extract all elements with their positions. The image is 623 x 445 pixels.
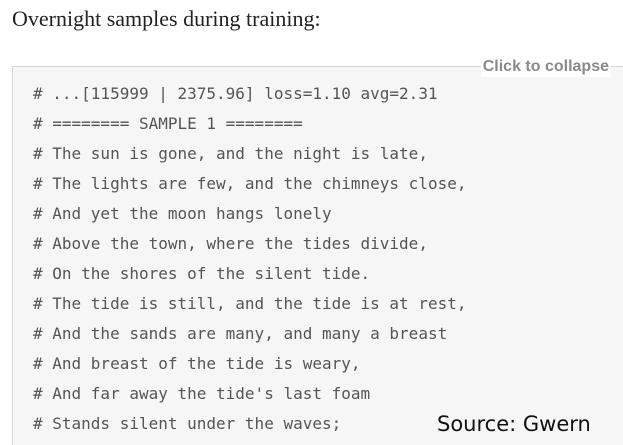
collapse-toggle[interactable]: Click to collapse	[482, 58, 609, 75]
code-block	[12, 58, 623, 445]
code-line: # Above the town, where the tides divide,	[33, 234, 428, 253]
code-line: # And breast of the tide is weary,	[33, 354, 361, 373]
code-line: # The tide is still, and the tide is at rest,	[33, 294, 467, 313]
code-line: # And far away the tide's last foam	[33, 384, 371, 403]
code-line: # The sun is gone, and the night is late,	[33, 144, 428, 163]
code-lines	[33, 79, 466, 439]
source-caption: Source: Gwern	[437, 412, 591, 436]
code-line: # On the shores of the silent tide.	[33, 264, 371, 283]
code-line: # The lights are few, and the chimneys close,	[33, 174, 467, 193]
code-line: # Stands silent under the waves;	[33, 414, 342, 433]
code-line: # ...[115999 | 2375.96] loss=1.10 avg=2.31	[33, 84, 438, 103]
code-line: # And yet the moon hangs lonely	[33, 204, 332, 223]
page-heading: Overnight samples during training:	[12, 6, 321, 31]
code-line: # ======== SAMPLE 1 ========	[33, 114, 303, 133]
code-line: # And the sands are many, and many a breast	[33, 324, 448, 343]
